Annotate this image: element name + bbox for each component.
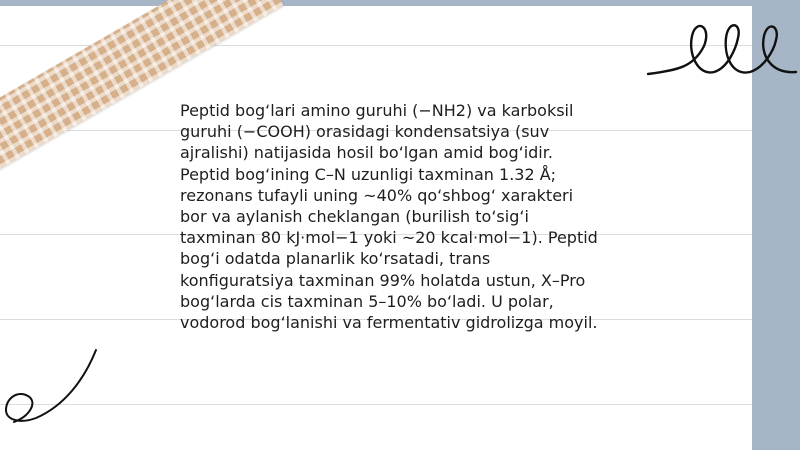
body-paragraph: Peptid bog‘lari amino guruhi (−NH2) va karboksil guruhi (−COOH) orasidagi kondensatsiya (suv ajralishi) natijasida hosil bo‘lgan amid bog‘idir. Peptid bog‘ining C–N uzunligi taxminan 1.32 Å; rezonans tufayli uning ~40% qo‘shbog‘ xarakteri bor va aylanish cheklangan (burilish to‘sig‘i taxminan 80 kJ·mol−1 yoki ~20 kcal·mol−1). Peptid bog‘i odatda planarlik ko‘rsatadi, trans konfiguratsiya taxminan 99% holatda ustun, X–Pro bog‘larda cis taxminan 5–10% bo‘ladi. U polar, vodorod bog‘lanishi va fermentativ gidrolizga moyil. [180,101,598,333]
loop-scribble-top-right [640,14,800,84]
swirl-scribble-bottom-left [0,346,110,426]
